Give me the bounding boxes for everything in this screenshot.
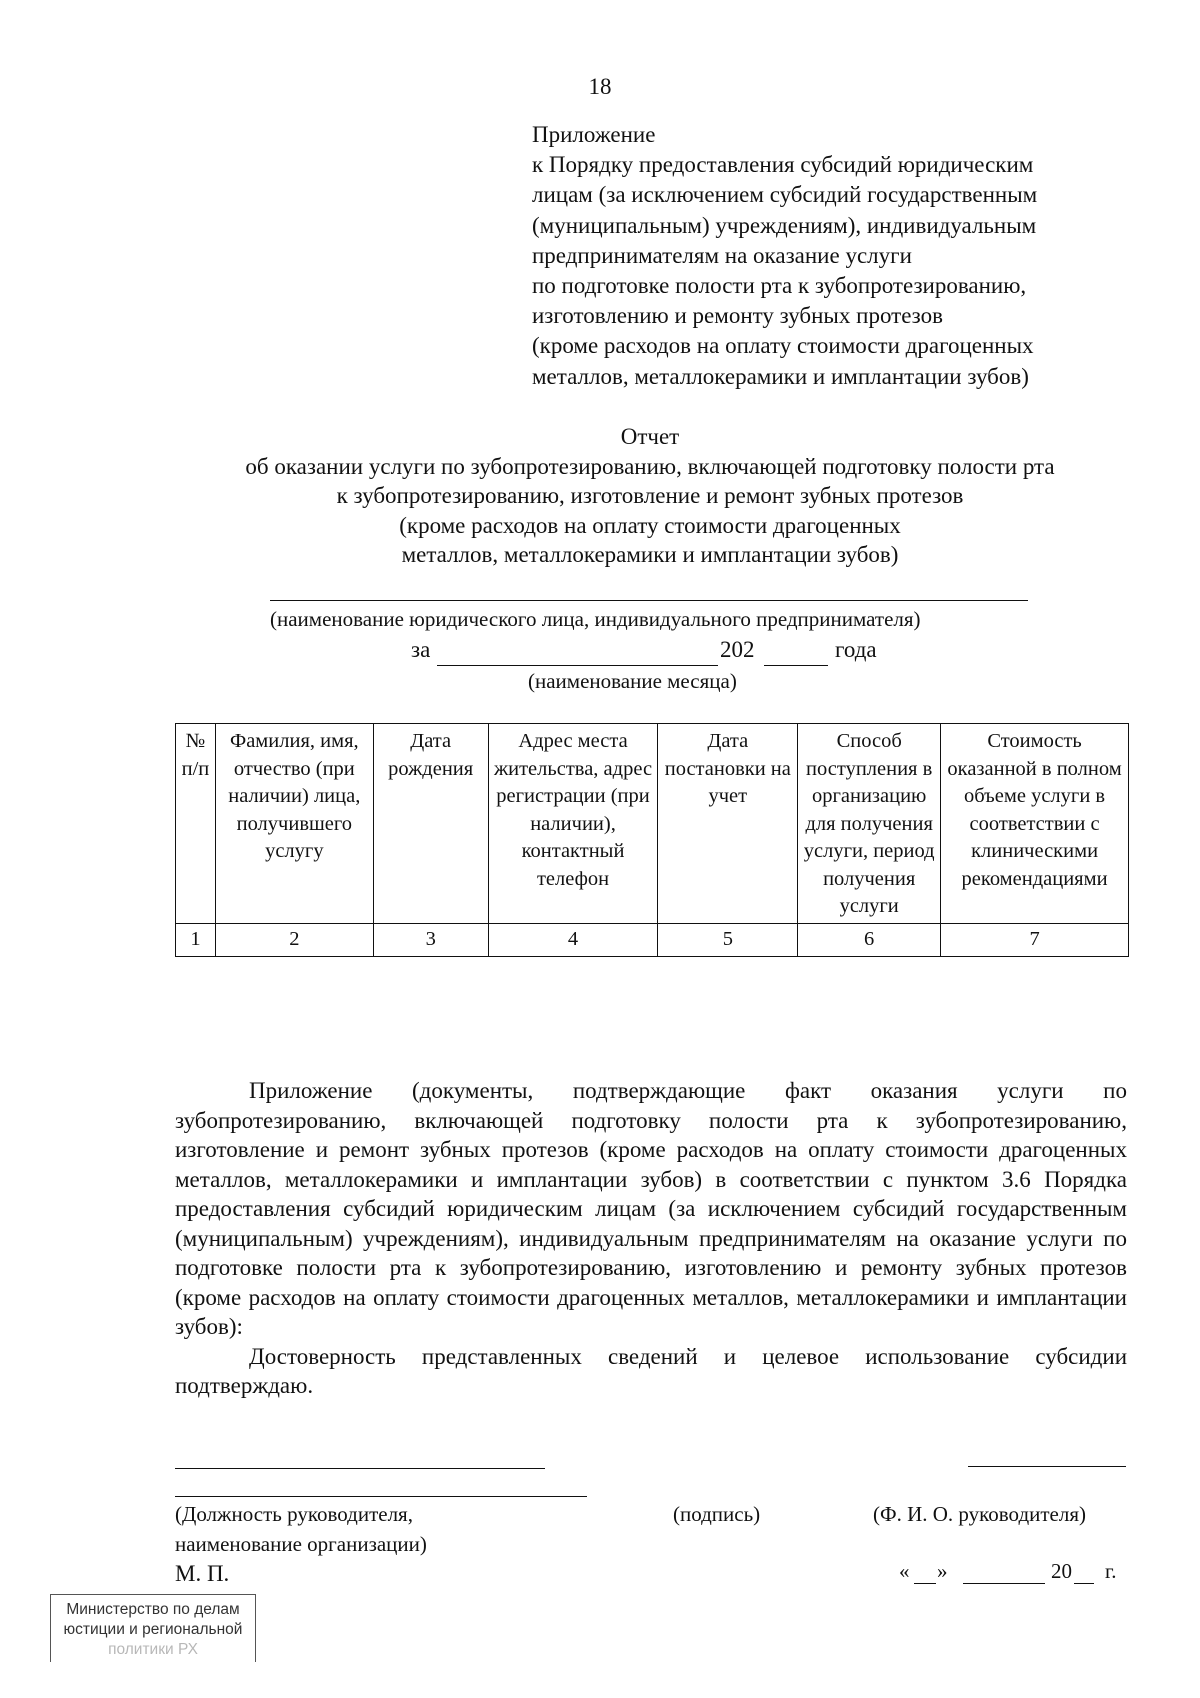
col-number: 2 xyxy=(215,923,373,956)
col-header-cost: Стоимость оказанной в полном объеме услуги в соответствии с клиническими рекомендациями xyxy=(941,724,1129,924)
annex-line: Приложение xyxy=(532,122,656,147)
date-year-suffix: г. xyxy=(1105,1559,1117,1583)
entity-caption: (наименование юридического лица, индивидуального предпринимателя) xyxy=(270,607,921,631)
col-number: 3 xyxy=(373,923,488,956)
annex-line: лицам (за исключением субсидий государственным xyxy=(532,182,1038,208)
report-title xyxy=(0,422,1200,570)
year-line xyxy=(764,665,828,666)
seal-label: М. П. xyxy=(175,1561,230,1586)
col-number: 5 xyxy=(658,923,798,956)
col-header-registration-date: Дата постановки на учет xyxy=(658,724,798,924)
month-caption: (наименование месяца) xyxy=(528,669,737,693)
body-paragraph-confirmation: Достоверность представленных сведений и целевое использование субсидии подтверждаю. xyxy=(175,1343,1127,1398)
stamp-line: политики РХ xyxy=(108,1641,198,1658)
body-paragraph-documents: Приложение (документы, подтверждающие факт оказания услуги по зубопротезированию, включающей подготовку полости рта к зубопротезированию, изготовление и ремонт зубных протезов (кроме расходов на оплату стоимости драгоценных металлов, металлокерамики и имплантации зубов) в соответствии с пунктом 3.6 Порядка предоставления субсидий юридическим лицам (за исключением субсидий государственным (муниципальным) учреждениям), индивидуальным предпринимателям на оказание услуги по подготовке полости рта к зубопротезированию, изготовлению и ремонту зубных протезов (кроме расходов на оплату стоимости драгоценных металлов, металлокерамики и имплантации зубов): xyxy=(175,1078,1127,1339)
position-caption xyxy=(175,1500,427,1589)
date-year-prefix: 20 xyxy=(1051,1559,1072,1583)
col-header-admission-method: Способ поступления в организацию для получения услуги, период получения услуги xyxy=(798,724,941,924)
name-line xyxy=(968,1466,1126,1467)
ministry-stamp xyxy=(50,1594,256,1662)
col-number: 7 xyxy=(941,923,1129,956)
date-month-line xyxy=(963,1583,1045,1584)
month-line xyxy=(437,665,718,666)
col-number: 6 xyxy=(798,923,941,956)
col-header-number: № п/п xyxy=(176,724,216,924)
report-title-line: Отчет xyxy=(620,424,680,449)
col-header-birthdate: Дата рождения xyxy=(373,724,488,924)
report-title-line: об оказании услуги по зубопротезированию, включающей подготовку полости рта xyxy=(245,453,1055,479)
col-number: 4 xyxy=(488,923,658,956)
year-suffix: года xyxy=(835,637,877,662)
period-prefix: за xyxy=(411,637,431,662)
annex-line: к Порядку предоставления субсидий юридическим xyxy=(532,152,1034,178)
table-header-row xyxy=(176,724,1129,924)
annex-line: металлов, металлокерамики и имплантации зубов) xyxy=(532,363,1029,389)
date-day-line xyxy=(914,1583,936,1584)
body-text xyxy=(175,1076,1127,1401)
signature-caption: (подпись) xyxy=(673,1502,761,1526)
table-number-row xyxy=(176,923,1129,956)
date-close-quote: » xyxy=(937,1559,948,1583)
report-title-line: к зубопротезированию, изготовление и ремонт зубных протезов xyxy=(336,483,964,508)
year-prefix: 202 xyxy=(720,637,755,662)
annex-header xyxy=(532,120,1037,392)
report-title-line: (кроме расходов на оплату стоимости драгоценных xyxy=(399,512,901,538)
position-line-1 xyxy=(175,1468,545,1469)
entity-name-line xyxy=(270,600,1028,601)
annex-line: (муниципальным) учреждениям), индивидуальным xyxy=(532,212,1037,238)
col-number: 1 xyxy=(176,923,216,956)
date-year-line xyxy=(1074,1583,1094,1584)
annex-line: (кроме расходов на оплату стоимости драгоценных xyxy=(532,333,1034,359)
stamp-line: Министерство по делам xyxy=(66,1601,240,1618)
annex-line: предпринимателям на оказание услуги xyxy=(532,242,912,268)
report-table xyxy=(175,723,1129,957)
position-caption-line: наименование организации) xyxy=(175,1531,427,1556)
page-number: 18 xyxy=(588,74,612,99)
date-open-quote: « xyxy=(899,1559,910,1583)
col-header-name: Фамилия, имя, отчество (при наличии) лица, получившего услугу xyxy=(215,724,373,924)
position-line-2 xyxy=(175,1496,587,1497)
report-title-line: металлов, металлокерамики и имплантации зубов) xyxy=(401,542,899,567)
annex-line: по подготовке полости рта к зубопротезированию, xyxy=(532,273,1027,299)
name-caption: (Ф. И. О. руководителя) xyxy=(873,1502,1086,1526)
col-header-address: Адрес места жительства, адрес регистрации (при наличии), контактный телефон xyxy=(488,724,658,924)
stamp-line: юстиции и региональной xyxy=(63,1621,243,1638)
position-caption-line: (Должность руководителя, xyxy=(175,1502,413,1526)
annex-line: изготовлению и ремонту зубных протезов xyxy=(532,303,943,329)
